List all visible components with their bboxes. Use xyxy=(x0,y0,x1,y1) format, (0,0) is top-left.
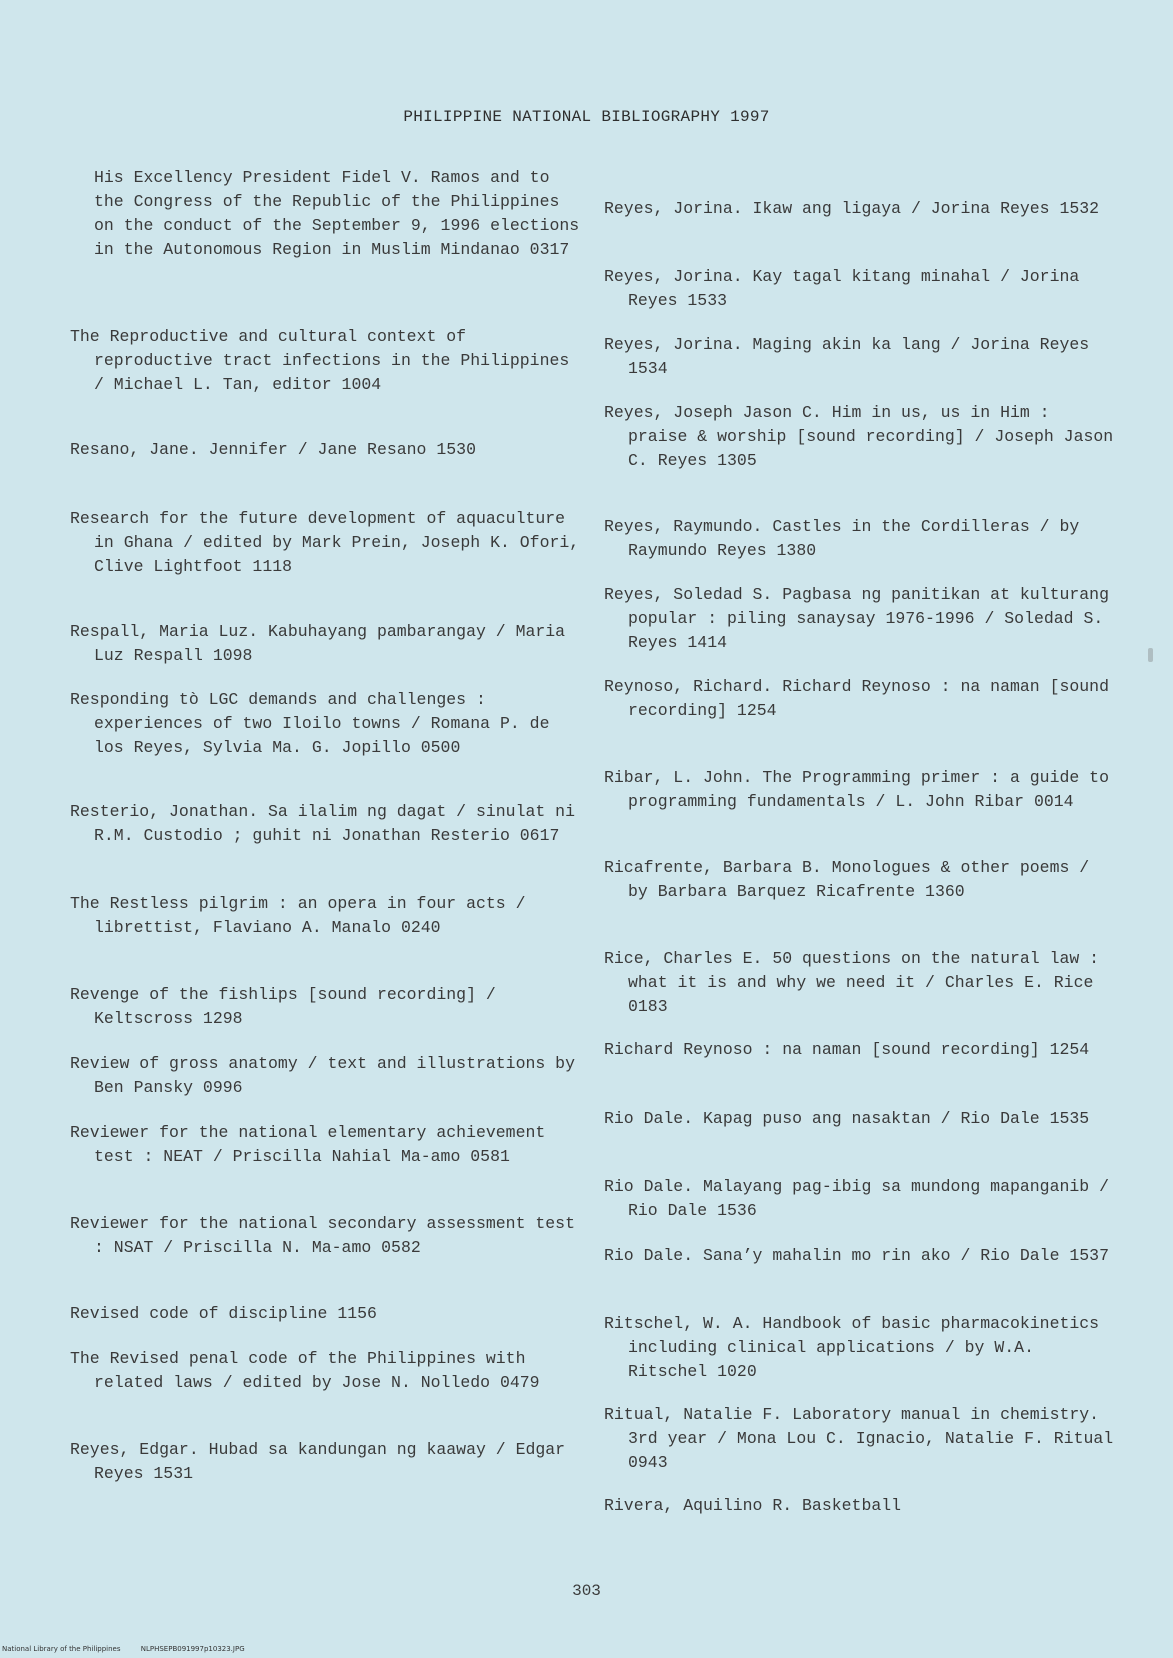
bibliography-entry: Reyes, Jorina. Ikaw ang ligaya / Jorina Reyes 1532 xyxy=(604,199,1100,218)
bibliography-entry: Revised code of discipline 1156 xyxy=(70,1304,377,1323)
page-title: PHILIPPINE NATIONAL BIBLIOGRAPHY 1997 xyxy=(403,108,770,126)
bibliography-entry: Ritual, Natalie F. Laboratory manual in chemistry. 3rd year / Mona Lou C. Ignacio, Natalie F. Ritual 0943 xyxy=(604,1405,1114,1472)
bibliography-entry: Ritschel, W. A. Handbook of basic pharmacokinetics including clinical applications / by W.A. Ritschel 1020 xyxy=(604,1314,1100,1381)
bibliography-entry: Rice, Charles E. 50 questions on the natural law : what it is and why we need it / Charles E. Rice 0183 xyxy=(604,949,1100,1016)
bibliography-entry: The Restless pilgrim : an opera in four acts / librettist, Flaviano A. Manalo 0240 xyxy=(70,894,526,937)
bibliography-entry: Reyes, Jorina. Kay tagal kitang minahal / Jorina Reyes 1533 xyxy=(604,267,1080,310)
bibliography-entry: Review of gross anatomy / text and illustrations by Ben Pansky 0996 xyxy=(70,1054,575,1097)
bibliography-entry: Respall, Maria Luz. Kabuhayang pambarangay / Maria Luz Respall 1098 xyxy=(70,622,566,665)
bibliography-entry: Ricafrente, Barbara B. Monologues & other poems / by Barbara Barquez Ricafrente 1360 xyxy=(604,858,1090,901)
bibliography-entry: The Revised penal code of the Philippines with related laws / edited by Jose N. Nolledo 0479 xyxy=(70,1349,540,1392)
bibliography-entry: Reyes, Raymundo. Castles in the Cordilleras / by Raymundo Reyes 1380 xyxy=(604,517,1080,560)
bibliography-entry: The Reproductive and cultural context of reproductive tract infections in the Philippines / Michael L. Tan, editor 1004 xyxy=(70,327,570,394)
bibliography-entry: Reynoso, Richard. Richard Reynoso : na naman [sound recording] 1254 xyxy=(604,677,1109,720)
footer-file: NLPHSEPB091997p10323.JPG xyxy=(140,1645,245,1653)
bibliography-entry: Richard Reynoso : na naman [sound recording] 1254 xyxy=(604,1040,1090,1059)
bibliography-entry: Reyes, Soledad S. Pagbasa ng panitikan at kulturang popular : piling sanaysay 1976-1996 / Soledad S. Reyes 1414 xyxy=(604,585,1109,652)
bibliography-entry: His Excellency President Fidel V. Ramos and to the Congress of the Republic of the Philippines on the conduct of the September 9, 1996 elections in the Autonomous Region in Muslim Mindanao 0317 xyxy=(94,168,580,259)
bibliography-entry: Ribar, L. John. The Programming primer : a guide to programming fundamentals / L. John Ribar 0014 xyxy=(604,768,1109,811)
bibliography-entry: Research for the future development of aquaculture in Ghana / edited by Mark Prein, Joseph K. Ofori, Clive Lightfoot 1118 xyxy=(70,509,580,576)
bibliography-entry: Resterio, Jonathan. Sa ilalim ng dagat / sinulat ni R.M. Custodio ; guhit ni Jonathan Resterio 0617 xyxy=(70,802,575,845)
bibliography-entry: Reviewer for the national elementary achievement test : NEAT / Priscilla Nahial Ma-amo 0581 xyxy=(70,1123,546,1166)
bibliography-entry: Rivera, Aquilino R. Basketball xyxy=(604,1496,902,1515)
bibliography-entry: Rio Dale. Kapag puso ang nasaktan / Rio Dale 1535 xyxy=(604,1109,1090,1128)
page-number: 303 xyxy=(572,1582,601,1600)
bibliography-entry: Revenge of the fishlips [sound recording] / Keltscross 1298 xyxy=(70,985,496,1028)
bibliography-entry: Responding tò LGC demands and challenges : experiences of two Iloilo towns / Romana P. de los Reyes, Sylvia Ma. G. Jopillo 0500 xyxy=(70,690,550,757)
scan-footer xyxy=(2,1645,263,1653)
bibliography-entry: Reyes, Joseph Jason C. Him in us, us in Him : praise & worship [sound recording] / Joseph Jason C. Reyes 1305 xyxy=(604,403,1114,470)
scan-artifact xyxy=(1148,648,1153,662)
bibliography-entry: Rio Dale. Sana’y mahalin mo rin ako / Rio Dale 1537 xyxy=(604,1246,1109,1265)
bibliography-entry: Resano, Jane. Jennifer / Jane Resano 1530 xyxy=(70,440,476,459)
bibliography-entry: Reyes, Edgar. Hubad sa kandungan ng kaaway / Edgar Reyes 1531 xyxy=(70,1440,566,1483)
footer-library: National Library of the Philippines xyxy=(2,1645,121,1653)
bibliography-entry: Reviewer for the national secondary assessment test : NSAT / Priscilla N. Ma-amo 0582 xyxy=(70,1214,575,1257)
bibliography-entry: Rio Dale. Malayang pag-ibig sa mundong mapanganib / Rio Dale 1536 xyxy=(604,1177,1109,1220)
bibliography-entry: Reyes, Jorina. Maging akin ka lang / Jorina Reyes 1534 xyxy=(604,335,1090,378)
